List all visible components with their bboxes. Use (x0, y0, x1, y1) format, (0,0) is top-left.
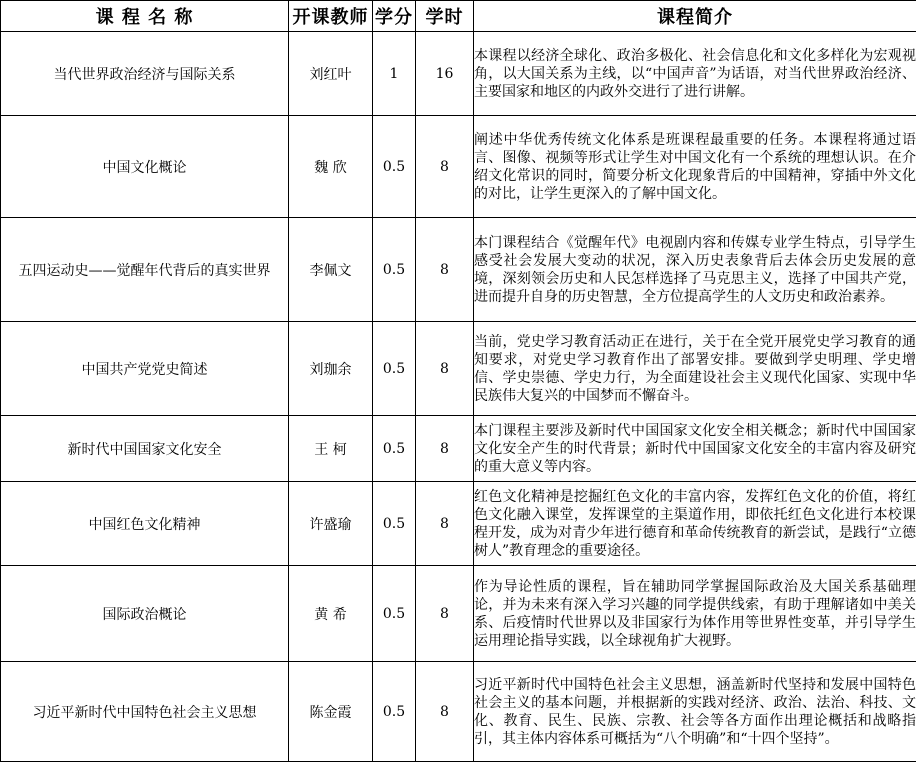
course-credit: 0.5 (373, 116, 416, 218)
course-description: 阐述中华优秀传统文化体系是班课程最重要的任务。本课程将通过语言、图像、视频等形式让学生对中国文化有一个系统的理想认识。在介绍文化常识的同时，简要分析文化现象背后的中国精神，穿插中外文化的对比，让学生更深入的了解中国文化。 (474, 131, 916, 202)
course-name: 中国红色文化精神 (1, 482, 289, 566)
course-teacher: 刘红叶 (289, 32, 373, 116)
course-teacher: 黄 希 (289, 566, 373, 662)
course-description: 本课程以经济全球化、政治多极化、社会信息化和文化多样化为宏观视角，以大国关系为主线，以“中国声音”为话语，对当代世界政治经济、主要国家和地区的内政外交进行了进行讲解。 (474, 47, 916, 100)
header-row (1, 1, 916, 32)
course-hours: 8 (416, 566, 474, 662)
course-credit: 0.5 (373, 416, 416, 482)
course-teacher: 刘珈余 (289, 322, 373, 416)
course-credit: 0.5 (373, 322, 416, 416)
table-row (1, 416, 916, 482)
course-hours: 8 (416, 662, 474, 762)
course-teacher: 陈金霞 (289, 662, 373, 762)
course-credit: 0.5 (373, 662, 416, 762)
course-description-cell (474, 116, 916, 218)
course-credit: 0.5 (373, 218, 416, 322)
table-row (1, 322, 916, 416)
course-description: 习近平新时代中国特色社会主义思想，涵盖新时代坚持和发展中国特色社会主义的基本问题，并根据新的实践对经济、政治、法治、科技、文化、教育、民生、民族、宗教、社会等各方面作出理论概括和战略指引，其主体内容体系可概括为“八个明确”和“十四个坚持”。 (474, 676, 916, 747)
course-name: 习近平新时代中国特色社会主义思想 (1, 662, 289, 762)
table-row (1, 662, 916, 762)
course-credit: 0.5 (373, 566, 416, 662)
header-description: 课程简介 (474, 1, 916, 32)
course-name: 当代世界政治经济与国际关系 (1, 32, 289, 116)
table-row (1, 566, 916, 662)
course-description: 本门课程结合《觉醒年代》电视剧内容和传媒专业学生特点，引导学生感受社会发展大变动的状况，深入历史表象背后去体会历史发展的意境，深刻领会历史和人民怎样选择了马克思主义，选择了中国共产党，进而提升自身的历史智慧，全方位提高学生的人文历史和政治素养。 (474, 234, 916, 305)
course-credit: 0.5 (373, 482, 416, 566)
course-hours: 8 (416, 218, 474, 322)
course-credit: 1 (373, 32, 416, 116)
course-description-cell (474, 322, 916, 416)
table-row (1, 32, 916, 116)
header-course-name: 课 程 名 称 (1, 1, 289, 32)
course-name: 新时代中国国家文化安全 (1, 416, 289, 482)
course-teacher: 李佩文 (289, 218, 373, 322)
course-teacher: 许盛瑜 (289, 482, 373, 566)
course-description-cell (474, 482, 916, 566)
header-credit: 学分 (373, 1, 416, 32)
course-name: 五四运动史——觉醒年代背后的真实世界 (1, 218, 289, 322)
course-description-cell (474, 218, 916, 322)
table-row (1, 482, 916, 566)
course-description: 当前，党史学习教育活动正在进行，关于在全党开展党史学习教育的通知要求，对党史学习教育作出了部署安排。要做到学史明理、学史增信、学史崇德、学史力行，为全面建设社会主义现代化国家、实现中华民族伟大复兴的中国梦而不懈奋斗。 (474, 333, 916, 404)
course-hours: 8 (416, 482, 474, 566)
course-description: 作为导论性质的课程，旨在辅助同学掌握国际政治及大国关系基础理论，并为未来有深入学习兴趣的同学提供线索，有助于理解诸如中美关系、后疫情时代世界以及非国家行为体作用等世界性变革，并引导学生运用理论指导实践，以全球视角扩大视野。 (474, 578, 916, 649)
table-row (1, 116, 916, 218)
course-description-cell (474, 32, 916, 116)
header-teacher: 开课教师 (289, 1, 373, 32)
course-name: 中国共产党党史简述 (1, 322, 289, 416)
course-hours: 8 (416, 322, 474, 416)
course-name: 国际政治概论 (1, 566, 289, 662)
course-hours: 8 (416, 416, 474, 482)
course-hours: 16 (416, 32, 474, 116)
course-hours: 8 (416, 116, 474, 218)
course-description-cell (474, 566, 916, 662)
course-description: 红色文化精神是挖掘红色文化的丰富内容，发挥红色文化的价值，将红色文化融入课堂，发挥课堂的主渠道作用，即依托红色文化进行本校课程开发，成为对青少年进行德育和革命传统教育的新尝试，是践行“立德树人”教育理念的重要途径。 (474, 488, 916, 559)
course-name: 中国文化概论 (1, 116, 289, 218)
course-description-cell (474, 662, 916, 762)
course-description-cell (474, 416, 916, 482)
header-hours: 学时 (416, 1, 474, 32)
course-teacher: 魏 欣 (289, 116, 373, 218)
table-row (1, 218, 916, 322)
course-description: 本门课程主要涉及新时代中国国家文化安全相关概念；新时代中国国家文化安全产生的时代背景；新时代中国国家文化安全的丰富内容及研究的重大意义等内容。 (474, 422, 916, 475)
course-teacher: 王 柯 (289, 416, 373, 482)
